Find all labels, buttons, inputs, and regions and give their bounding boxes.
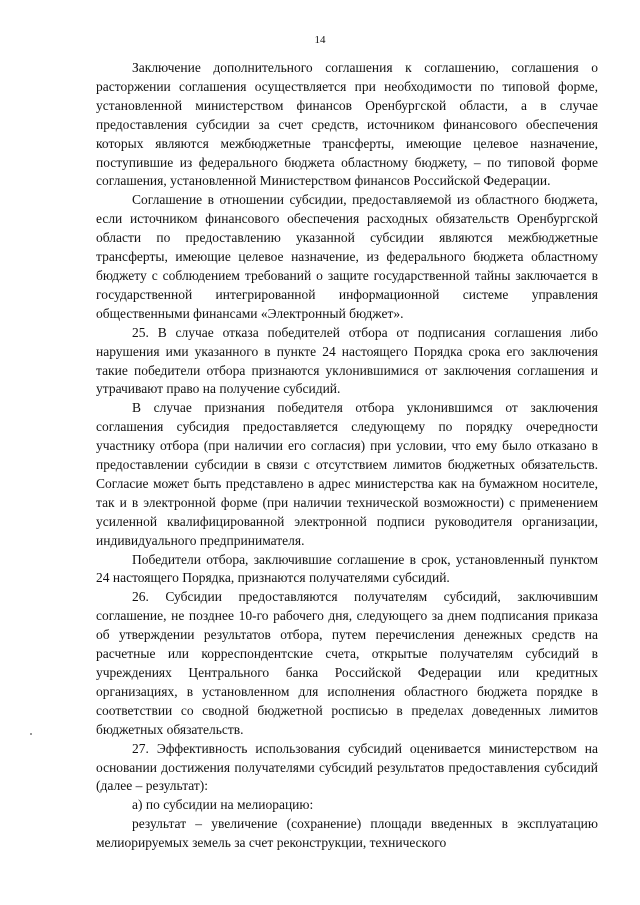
paragraph-item-27: 27. Эффективность использования субсидий оценивается министерством на основании достижения получателями субсидий результатов предоставления субсидий (далее – результат): (96, 740, 598, 794)
paragraph-winners-recipients: Победители отбора, заключившие соглашение в срок, установленный пунктом 24 настоящего Порядка, признаются получателями субсидий. (96, 551, 598, 586)
scan-speck (30, 733, 32, 735)
paragraph-evading-winner: В случае признания победителя отбора уклонившимся от заключения соглашения субсидия предоставляется следующему по порядку очередности участнику отбора (при наличии его согласия) при условии, что ему было отказано в предоставлении субсидии в связи с отсутствием лимитов бюджетных обязательств. Согласие может быть представлено в адрес министерства как на бумажном носителе, так и в электронной форме (при наличии технической возможности) с применением усиленной квалифицированной электронной подписи руководителя организации, индивидуального предпринимателя. (96, 400, 598, 548)
paragraph-item-26: 26. Субсидии предоставляются получателям субсидий, заключившим соглашение, не позднее 10-го рабочего дня, следующего за днем подписания приказа об утверждении результатов отбора, путем перечисления денежных средств на расчетные или корреспондентские счета, открытые получателям субсидий в учреждениях Центрального банка Российской Федерации или кредитных организациях, в установленном для исполнения областного бюджета порядке в соответствии со сводной бюджетной росписью в пределах доведенных лимитов бюджетных обязательств. (96, 589, 598, 737)
paragraph-result: результат – увеличение (сохранение) площади введенных в эксплуатацию мелиорируемых земель за счет реконструкции, технического (96, 816, 598, 851)
paragraph-subitem-a: а) по субсидии на мелиорацию: (132, 797, 314, 813)
body-text (96, 59, 598, 853)
paragraph-electronic-budget: Соглашение в отношении субсидии, предоставляемой из областного бюджета, если источником финансового обеспечения расходных обязательств Оренбургской области по предоставлению указанной субсидии являются межбюджетные трансферты, имеющие целевое назначение, из федерального бюджета областному бюджету с соблюдением требований о защите государственной тайны заключается в государственной интегрированной информационной системе управления общественными финансами «Электронный бюджет». (96, 192, 598, 321)
paragraph-item-25: 25. В случае отказа победителей отбора от подписания соглашения либо нарушения ими указанного в пункте 24 настоящего Порядка срока его заключения такие победители отбора признаются уклонившимися от заключения соглашения и утрачивают право на получение субсидий. (96, 324, 598, 397)
paragraph-additional-agreement: Заключение дополнительного соглашения к соглашению, соглашения о расторжении соглашения осуществляется при необходимости по типовой форме, установленной министерством финансов Оренбургской области, а в случае предоставления субсидии за счет средств, источником финансового обеспечения которых являются межбюджетные трансферты, имеющие целевое назначение, поступившие из федерального бюджета областному бюджету, – по типовой форме соглашения, установленной Министерством финансов Российской Федерации. (96, 60, 598, 189)
page-number: 14 (314, 34, 326, 46)
